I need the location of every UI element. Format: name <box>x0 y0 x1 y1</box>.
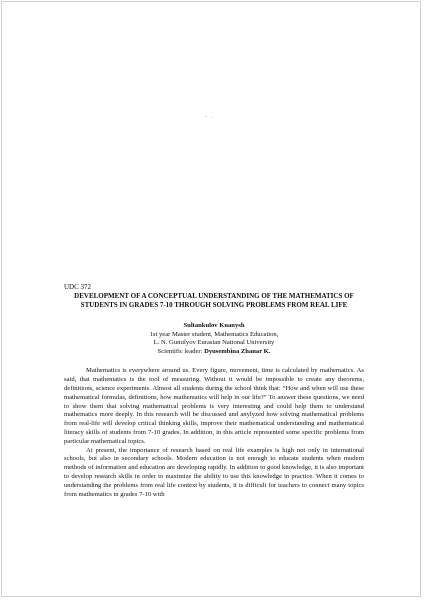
paragraph-1: Mathematics is everywhere around us. Every figure, movement, time is calculated by mathematics. As said, that mathematics is the tool of measuring. Without it would be impossible to create any theorems, definitions, science experiments. Almost all students during the school think that: “How and when will use these mathematical formulas, definitions, how mathematics will help in our life?” To answer these questions, we need to show them that solving mathematical problems is very interesting and could help them to understand mathematics more deeply. In this research will be discussed and anylyzed how solving mathematical problems from real-life will develop critical thinking skills, improve their mathematical understanding and mathematical literacy skills of students from 7-10 grades. In addition, in this article represented some specific problems from particular mathematical topics. <box>64 367 364 445</box>
author-block <box>64 322 364 356</box>
header-marks: - . <box>205 114 213 120</box>
leader-label: Scientific leader: <box>157 347 205 355</box>
article-title: DEVELOPMENT OF A CONCEPTUAL UNDERSTANDING OF THE MATHEMATICS OF STUDENTS IN GRADES 7-10 THROUGH SOLVING PROBLEMS FROM REAL LIFE <box>74 292 354 309</box>
author-university: L. N. Gumilyov Eurasian National University <box>153 339 275 347</box>
scientific-leader <box>64 348 364 357</box>
author-name: Sultankulov Kuanysh <box>183 322 245 329</box>
udc-code: UDC 372 <box>64 283 92 291</box>
document-page <box>1 1 421 597</box>
leader-name: Dyusembina Zhanar K. <box>204 347 271 355</box>
article-body <box>64 367 364 499</box>
paragraph-2: At present, the importance of research based on real life examples is high not only in international schools, but also in secondary schools. Modern education is not enough to educate students when modern methods of information and education are developing rapidly. In addition to good knowledge, it is also important to develop research skills in order to maximize the ability to use this knowledge in practice. When it comes to understanding the problems from real life context by students, it is difficult for teachers to connect many topics from mathematics in grades 7-10 with <box>64 446 364 498</box>
author-position: 1st year Master student, Mathematics Education, <box>149 330 279 338</box>
article-content <box>64 283 364 499</box>
